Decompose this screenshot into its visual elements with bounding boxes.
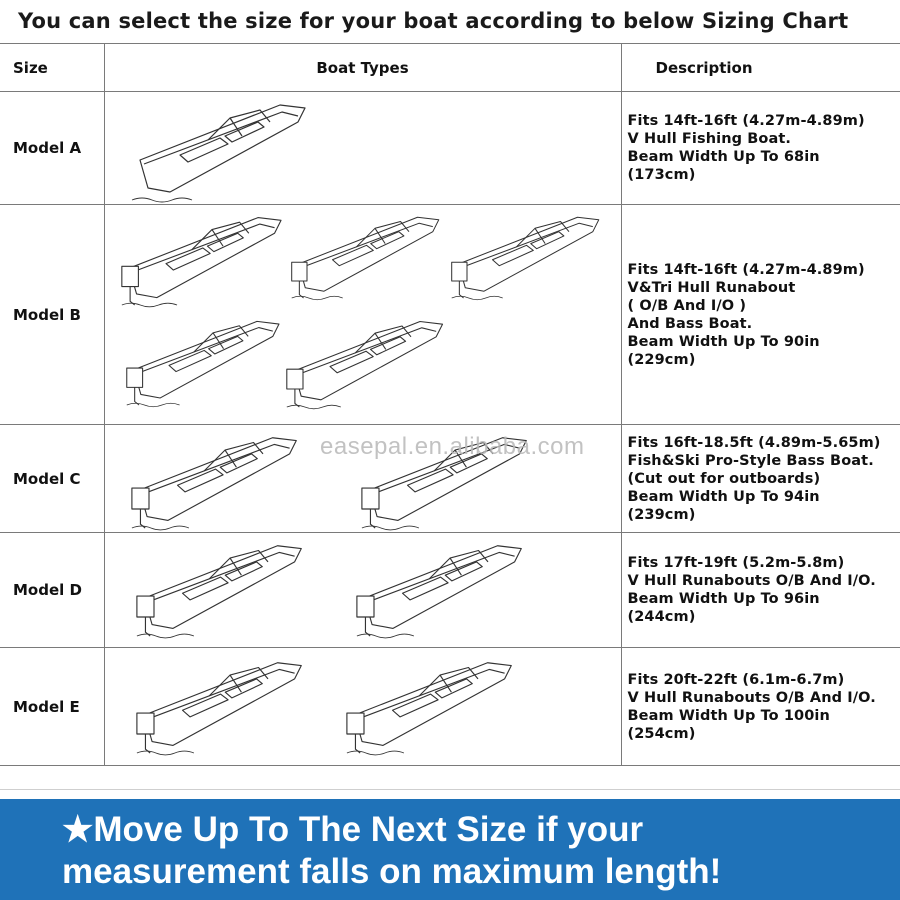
sizing-chart-table <box>0 43 900 766</box>
boat-types-cell-model-d <box>104 533 621 648</box>
boat-illustration-icon <box>286 322 442 409</box>
boat-illustration-icon <box>356 546 520 638</box>
description-model-b: Fits 14ft-16ft (4.27m-4.89m) V&Tri Hull Runabout ( O/B And I/O ) And Bass Boat. Beam Width Up To 90in (229cm) <box>621 205 900 425</box>
table-header-row <box>0 44 900 92</box>
size-cell-model-d: Model D <box>0 533 104 648</box>
boat-illustration-icon <box>136 546 300 638</box>
size-cell-model-b: Model B <box>0 205 104 425</box>
banner-line-1: ★Move Up To The Next Size if your <box>62 810 644 849</box>
size-cell-model-c: Model C <box>0 425 104 533</box>
boat-types-cell-model-a <box>104 92 621 205</box>
boat-types-cell-model-e <box>104 648 621 766</box>
boat-illustrations-model-e <box>105 648 622 766</box>
page-title: You can select the size for your boat according to below Sizing Chart <box>18 9 849 33</box>
size-tip-banner <box>0 799 900 900</box>
table-row <box>0 533 900 648</box>
description-model-e: Fits 20ft-22ft (6.1m-6.7m) V Hull Runabouts O/B And I/O. Beam Width Up To 100in (254cm) <box>621 648 900 766</box>
table-row <box>0 205 900 425</box>
description-model-a: Fits 14ft-16ft (4.27m-4.89m) V Hull Fishing Boat. Beam Width Up To 68in (173cm) <box>621 92 900 205</box>
boat-illustrations-model-b <box>105 205 622 425</box>
header-description: Description <box>621 44 900 92</box>
divider <box>0 789 900 790</box>
boat-illustration-icon <box>126 321 278 406</box>
header-size: Size <box>0 44 104 92</box>
boat-illustration-icon <box>131 438 295 530</box>
table-row <box>0 92 900 205</box>
boat-illustrations-model-a <box>105 92 622 205</box>
header-boat-types: Boat Types <box>104 44 621 92</box>
watermark: easepal.en.alibaba.com <box>320 433 585 460</box>
description-model-d: Fits 17ft-19ft (5.2m-5.8m) V Hull Runabouts O/B And I/O. Beam Width Up To 96in (244cm) <box>621 533 900 648</box>
table-row <box>0 648 900 766</box>
banner-text <box>62 809 892 893</box>
description-model-c: Fits 16ft-18.5ft (4.89m-5.65m) Fish&Ski Pro-Style Bass Boat. (Cut out for outboards) Beam Width Up To 94in (239cm) <box>621 425 900 533</box>
boat-illustration-icon <box>132 105 305 202</box>
boat-illustration-icon <box>136 663 300 755</box>
boat-illustrations-model-d <box>105 533 622 648</box>
boat-illustration-icon <box>121 218 280 307</box>
boat-illustration-icon <box>291 217 438 299</box>
size-cell-model-a: Model A <box>0 92 104 205</box>
banner-line-2: measurement falls on maximum length! <box>62 852 722 891</box>
boat-illustration-icon <box>346 663 510 755</box>
size-cell-model-e: Model E <box>0 648 104 766</box>
boat-illustration-icon <box>451 217 598 299</box>
boat-types-cell-model-b <box>104 205 621 425</box>
